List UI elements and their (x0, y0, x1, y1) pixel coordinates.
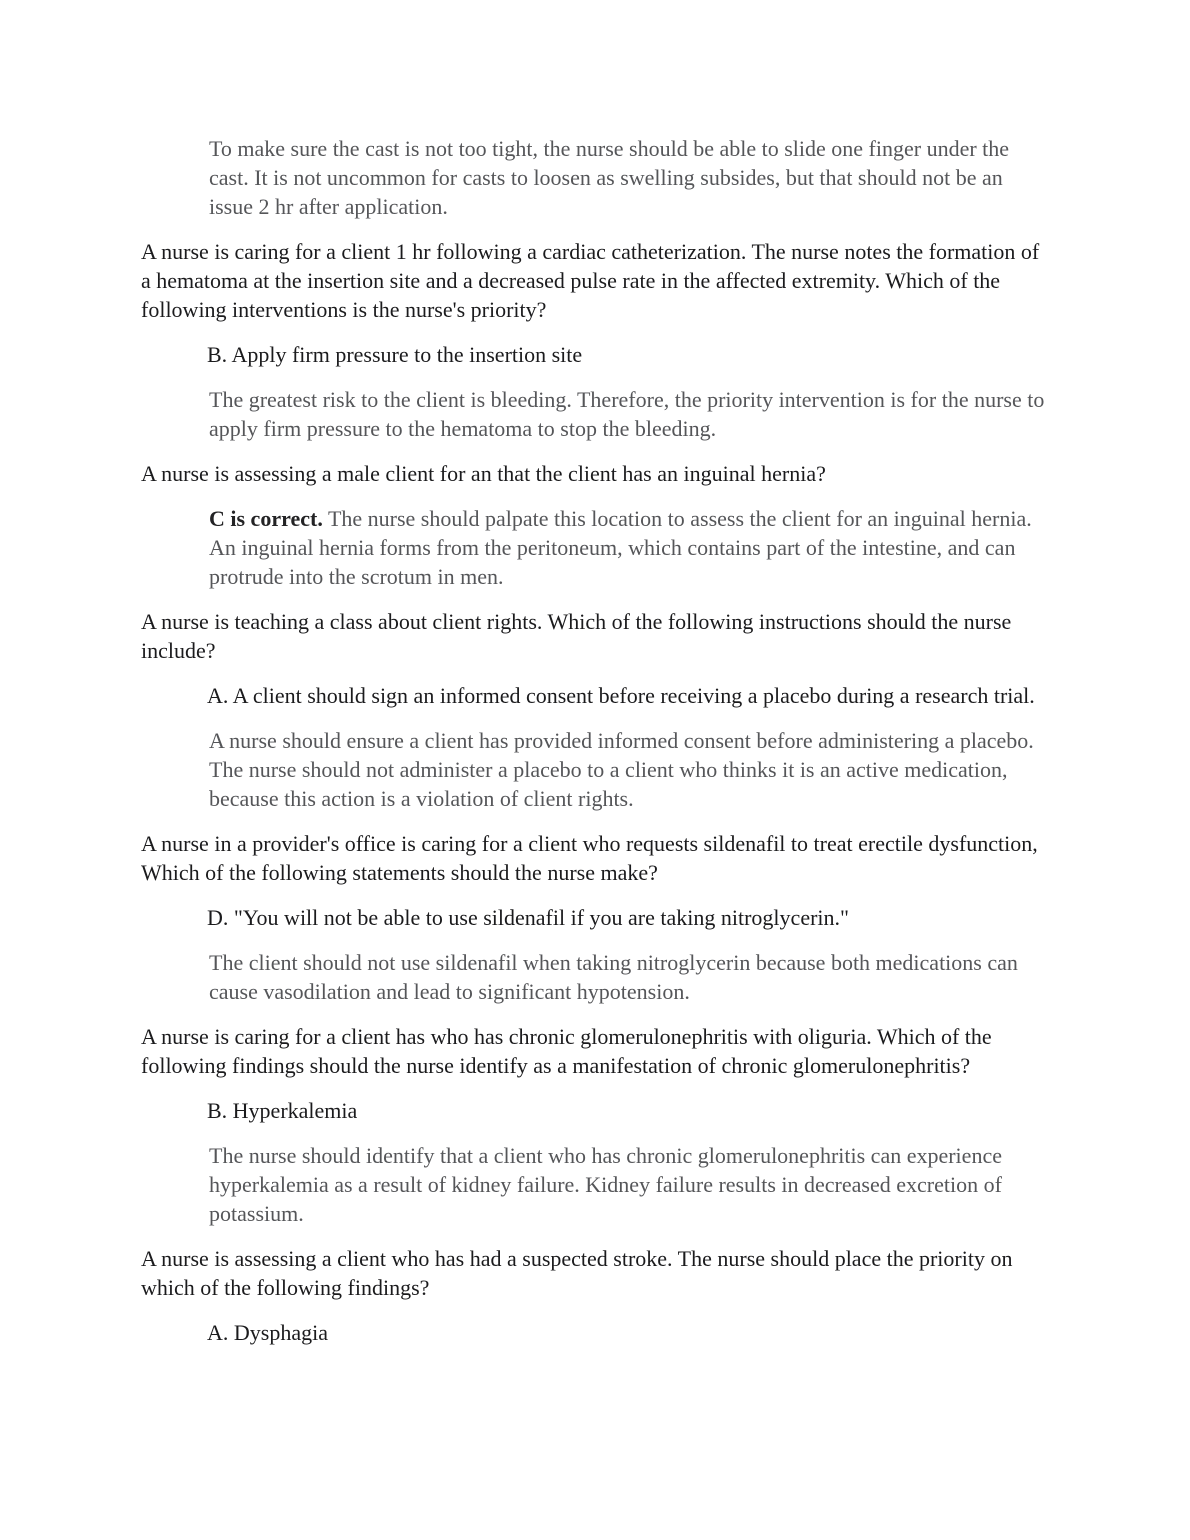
question-text: A nurse is caring for a client 1 hr following a cardiac catheterization. The nurse notes the formation of a hematoma at the insertion site and a decreased pulse rate in the affected extremity. Which of the following interventions is the nurse's priority? (141, 239, 1040, 322)
correct-answer-lead: C is correct. (209, 506, 323, 531)
answer-option-text: A. Dysphagia (207, 1320, 328, 1345)
rationale-text: A nurse should ensure a client has provided informed consent before administering a placebo. The nurse should not administer a placebo to a client who thinks it is an active medication, because this action is a violation of client rights. (209, 728, 1034, 811)
answer-option-text: B. Apply firm pressure to the insertion site (207, 342, 583, 367)
question-text: A nurse in a provider's office is caring for a client who requests sildenafil to treat erectile dysfunction, Which of the following statements should the nurse make? (141, 831, 1038, 885)
answer-option-text: A. A client should sign an informed consent before receiving a placebo during a research trial. (207, 683, 1035, 708)
rationale-text: The nurse should identify that a client who has chronic glomerulonephritis can experience hyperkalemia as a result of kidney failure. Kidney failure results in decreased excretion of potassium. (209, 1143, 1002, 1226)
rationale-text (209, 504, 1049, 591)
question-text: A nurse is teaching a class about client rights. Which of the following instructions should the nurse include? (141, 609, 1012, 663)
answer-option-text: B. Hyperkalemia (207, 1098, 358, 1123)
question-text: A nurse is caring for a client has who has chronic glomerulonephritis with oliguria. Which of the following findings should the nurse identify as a manifestation of chronic glomerulonephritis? (141, 1024, 992, 1078)
rationale-body: The nurse should palpate this location to assess the client for an inguinal hernia. An inguinal hernia forms from the peritoneum, which contains part of the intestine, and can protrude into the scrotum in men. (209, 506, 1032, 589)
question-text: A nurse is assessing a male client for an that the client has an inguinal hernia? (141, 461, 826, 486)
question-text: A nurse is assessing a client who has had a suspected stroke. The nurse should place the priority on which of the following findings? (141, 1246, 1013, 1300)
rationale-text: The greatest risk to the client is bleeding. Therefore, the priority intervention is for the nurse to apply firm pressure to the hematoma to stop the bleeding. (209, 387, 1045, 441)
answer-option-text: D. "You will not be able to use sildenafil if you are taking nitroglycerin." (207, 905, 849, 930)
rationale-text: To make sure the cast is not too tight, the nurse should be able to slide one finger under the cast. It is not uncommon for casts to loosen as swelling subsides, but that should not be an issue 2 hr after application. (209, 136, 1010, 219)
rationale-text: The client should not use sildenafil when taking nitroglycerin because both medications can cause vasodilation and lead to significant hypotension. (209, 950, 1018, 1004)
